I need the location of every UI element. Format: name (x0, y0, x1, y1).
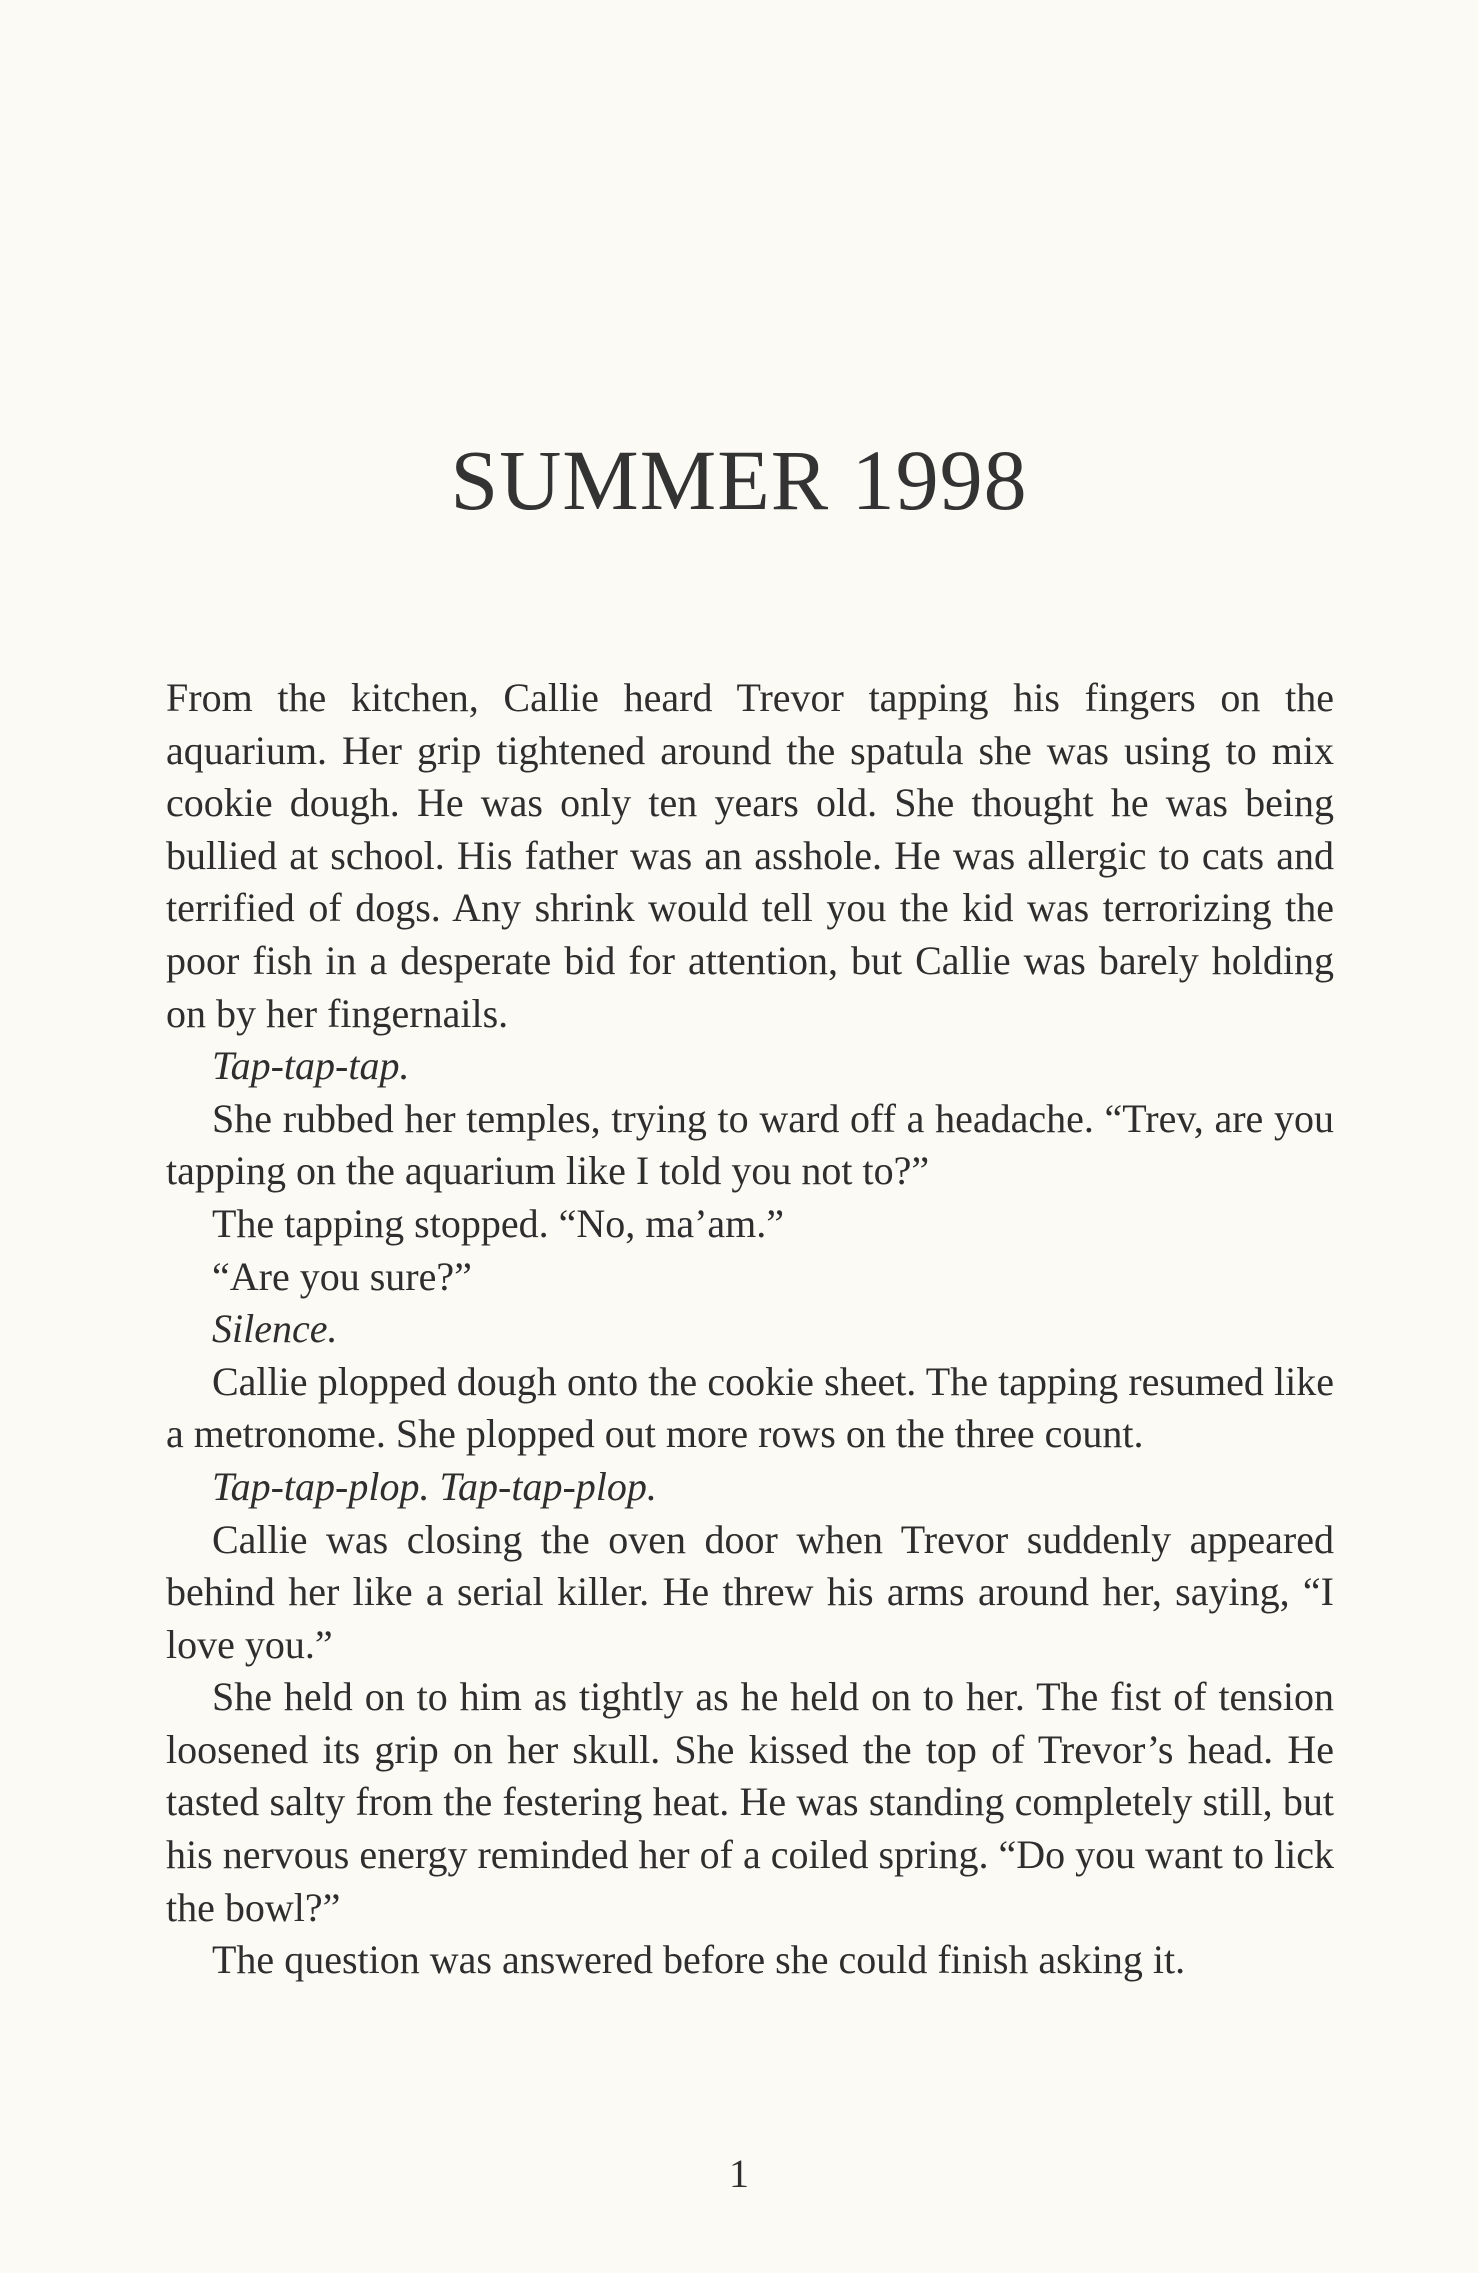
paragraph: The question was answered before she could finish asking it. (212, 1937, 1186, 1983)
chapter-title: SUMMER 1998 (450, 432, 1028, 528)
paragraph: “Are you sure?” (212, 1253, 472, 1299)
paragraph: Tap-tap-tap. (212, 1043, 410, 1089)
paragraph: From the kitchen, Callie heard Trevor tapping his fingers on the aquarium. Her grip tightened around the spatula she was using to mix cookie dough. He was only ten years old. She thought he was being bullied at school. His father was an asshole. He was allergic to cats and terrified of dogs. Any shrink would tell you the kid was terrorizing the poor fish in a desperate bid for attention, but Callie was barely holding on by her fingernails. (166, 675, 1334, 1036)
page-number: 1 (729, 2151, 749, 2196)
paragraph: The tapping stopped. “No, ma’am.” (212, 1200, 785, 1246)
paragraph: She rubbed her temples, trying to ward off a headache. “Trev, are you tapping on the aquarium like I told you not to?” (166, 1095, 1334, 1194)
body-text (166, 672, 1334, 1987)
paragraph: Silence. (212, 1306, 338, 1352)
paragraph: She held on to him as tightly as he held on to her. The fist of tension loosened its grip on her skull. She kissed the top of Trevor’s head. He tasted salty from the festering heat. He was standing completely still, but his nervous energy reminded her of a coiled spring. “Do you want to lick the bowl?” (166, 1674, 1334, 1930)
paragraph: Callie plopped dough onto the cookie sheet. The tapping resumed like a metronome. She plopped out more rows on the three count. (166, 1358, 1334, 1457)
paragraph: Callie was closing the oven door when Trevor suddenly appeared behind her like a serial killer. He threw his arms around her, saying, “I love you.” (166, 1516, 1334, 1667)
paragraph: Tap-tap-plop. Tap-tap-plop. (212, 1463, 657, 1509)
